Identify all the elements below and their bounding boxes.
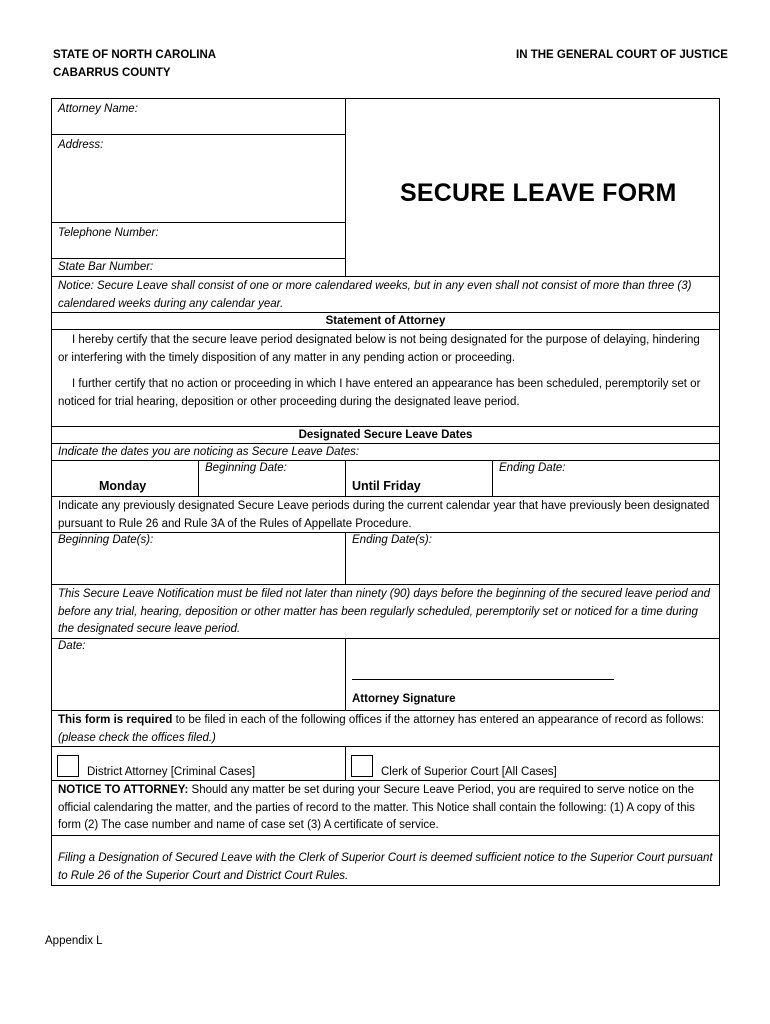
previous-ending-field[interactable] — [346, 533, 719, 584]
offices-instruction-row — [52, 710, 719, 746]
notice-weeks — [52, 276, 719, 312]
notice-weeks-text: Notice: Secure Leave shall consist of one or more calendared weeks, but in any even shall not consist of more than three (3) calendared weeks during any calendar year. — [58, 280, 692, 310]
until-friday-label: Until Friday — [352, 479, 421, 493]
beginning-date-field[interactable] — [199, 461, 345, 496]
address-field[interactable] — [52, 135, 345, 223]
dates-row — [52, 460, 719, 496]
ending-date-field[interactable] — [493, 461, 719, 496]
previous-dates-row — [52, 532, 719, 584]
da-option-line — [57, 755, 255, 777]
statement-para-1: I hereby certify that the secure leave period designated below is not being designated for the purpose of delaying, hindering or interfering with the timely disposition of any matter in any pending action or proceeding. — [58, 334, 700, 364]
monday-label: Monday — [99, 479, 147, 493]
statement-heading-row — [52, 312, 719, 329]
attorney-info-block — [52, 99, 719, 276]
telephone-field[interactable] — [52, 223, 345, 259]
attorney-name-field[interactable] — [52, 99, 345, 135]
signature-row — [52, 638, 719, 710]
state-line: STATE OF NORTH CAROLINA — [53, 49, 217, 61]
county-line: CABARRUS COUNTY — [53, 67, 171, 79]
previous-beginning-field[interactable] — [52, 533, 345, 584]
clerk-checkbox[interactable] — [351, 755, 373, 777]
notice-to-attorney — [52, 781, 719, 837]
notice-to-attorney-row — [52, 780, 719, 835]
offices-required-bold: This form is required — [58, 714, 173, 726]
previous-beginning-label: Beginning Date(s): — [58, 534, 154, 546]
clerk-option — [346, 747, 719, 780]
beginning-date-label: Beginning Date: — [205, 462, 287, 474]
filing-notice-row — [52, 584, 719, 638]
state-bar-label: State Bar Number: — [58, 261, 154, 273]
offices-required-rest: to be filed in each of the following offices if the attorney has entered an appearance of record as follows: — [172, 714, 705, 726]
office-checkbox-row — [52, 746, 719, 780]
court-line: IN THE GENERAL COURT OF JUSTICE — [516, 49, 728, 61]
signature-line — [352, 679, 614, 680]
clerk-option-label: Clerk of Superior Court [All Cases] — [381, 766, 557, 778]
offices-instruction — [52, 711, 719, 749]
filing-notice: This Secure Leave Notification must be filed not later than ninety (90) days before the beginning of the secured leave period and before any trial, hearing, deposition or other matter has been regularly scheduled, peremptorily set or noticed for a time during the designated secure leave period. — [58, 588, 711, 635]
final-note: Filing a Designation of Secured Leave with the Clerk of Superior Court is deemed sufficient notice to the Superior Court pursuant to Rule 26 of the Superior Court and District Court Rules. — [58, 852, 713, 882]
until-friday-cell — [346, 461, 492, 496]
date-label: Date: — [58, 640, 86, 652]
ending-date-label: Ending Date: — [499, 462, 566, 474]
offices-required-italic: (please check the offices filed.) — [58, 731, 216, 744]
signature-field[interactable] — [346, 639, 719, 710]
dates-instruction: Indicate the dates you are noticing as Secure Leave Dates: — [58, 446, 360, 458]
da-checkbox[interactable] — [57, 755, 79, 777]
previous-instruction: Indicate any previously designated Secure Leave periods during the current calendar year that have previously been designated pursuant to Rule 26 and Rule 3A of the Rules of Appellate Procedure. — [58, 500, 710, 530]
telephone-label: Telephone Number: — [58, 227, 159, 239]
attorney-name-label: Attorney Name: — [58, 103, 138, 115]
title-cell — [346, 99, 719, 276]
final-note-row — [52, 835, 719, 885]
dates-heading: Designated Secure Leave Dates — [298, 429, 473, 441]
secure-leave-form — [51, 98, 720, 886]
statement-heading: Statement of Attorney — [325, 315, 446, 327]
statement-body — [52, 329, 719, 426]
address-label: Address: — [58, 139, 104, 151]
notice-to-attorney-text: Should any matter be set during your Secure Leave Period, you are required to serve notice on the official calendaring the matter, and the parties of record to the matter. This Notice shall contain the following: (1) A copy of this form (2) The case number and name of case set (3) A certificate of service. — [58, 784, 695, 831]
da-option-label: District Attorney [Criminal Cases] — [87, 766, 256, 778]
attorney-fields — [52, 99, 345, 276]
signature-label: Attorney Signature — [352, 693, 456, 705]
monday-cell — [52, 461, 198, 496]
statement-para-2: I further certify that no action or proceeding in which I have entered an appearance has been scheduled, peremptorily set or noticed for trial hearing, deposition or other proceeding during the designated leave period. — [58, 378, 701, 408]
dates-instruction-row — [52, 443, 719, 460]
state-bar-field[interactable] — [52, 259, 345, 276]
da-option — [52, 747, 345, 780]
clerk-option-line — [351, 755, 557, 777]
previous-ending-label: Ending Date(s): — [352, 534, 432, 546]
appendix-label: Appendix L — [45, 935, 103, 947]
previous-instruction-row — [52, 496, 719, 532]
date-field[interactable] — [52, 639, 345, 710]
dates-heading-row — [52, 426, 719, 443]
notice-to-attorney-bold: NOTICE TO ATTORNEY: — [58, 784, 189, 796]
form-title: SECURE LEAVE FORM — [400, 179, 677, 207]
